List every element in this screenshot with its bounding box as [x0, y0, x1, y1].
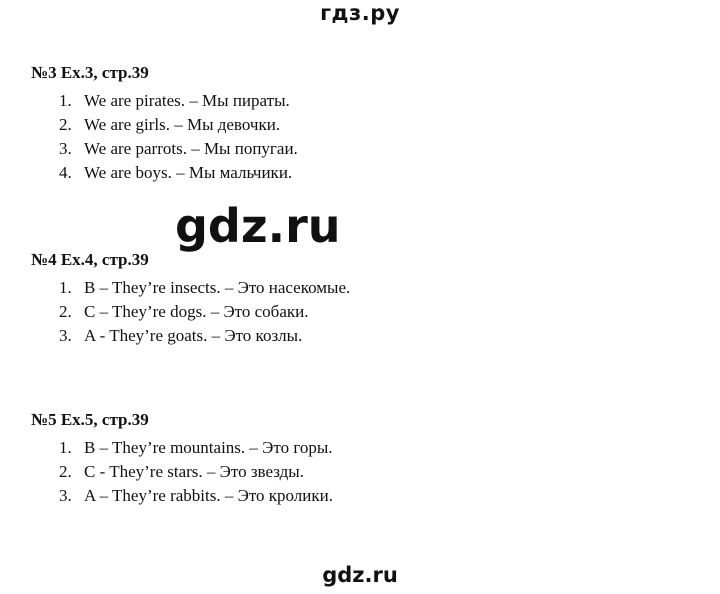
item-text: B – They’re mountains. – Это горы.: [84, 438, 333, 457]
exercise-section-3: [31, 63, 298, 185]
item-number: 4.: [59, 163, 72, 182]
item-text: A – They’re rabbits. – Это кролики.: [84, 486, 333, 505]
item-number: 3.: [59, 486, 72, 505]
list-item: [31, 113, 298, 137]
list-item: [31, 300, 350, 324]
item-text: A - They’re goats. – Это козлы.: [84, 326, 303, 345]
header-watermark: гдз.ру: [320, 1, 400, 25]
item-number: 2.: [59, 115, 72, 134]
item-number: 1.: [59, 438, 72, 457]
list-item: [31, 324, 350, 348]
section-title: №4 Ex.4, стр.39: [31, 250, 149, 269]
center-watermark: gdz.ru: [175, 199, 341, 253]
item-number: 2.: [59, 302, 72, 321]
item-text: C - They’re stars. – Это звезды.: [84, 462, 304, 481]
list-item: [31, 137, 298, 161]
list-item: [31, 276, 350, 300]
footer-watermark: gdz.ru: [322, 563, 398, 587]
item-number: 1.: [59, 91, 72, 110]
answer-list: [31, 436, 333, 508]
list-item: [31, 484, 333, 508]
item-text: B – They’re insects. – Это насекомые.: [84, 278, 351, 297]
item-number: 2.: [59, 462, 72, 481]
answer-list: [31, 89, 298, 185]
item-text: We are pirates. – Мы пираты.: [84, 91, 290, 110]
answer-list: [31, 276, 350, 348]
exercise-section-5: [31, 410, 333, 508]
section-title: №3 Ex.3, стр.39: [31, 63, 149, 82]
list-item: [31, 436, 333, 460]
list-item: [31, 89, 298, 113]
item-number: 3.: [59, 326, 72, 345]
item-text: We are boys. – Мы мальчики.: [84, 163, 293, 182]
item-text: C – They’re dogs. – Это собаки.: [84, 302, 309, 321]
item-number: 1.: [59, 278, 72, 297]
section-title: №5 Ex.5, стр.39: [31, 410, 149, 429]
list-item: [31, 460, 333, 484]
exercise-section-4: [31, 250, 350, 348]
item-text: We are parrots. – Мы попугаи.: [84, 139, 298, 158]
list-item: [31, 161, 298, 185]
item-text: We are girls. – Мы девочки.: [84, 115, 281, 134]
item-number: 3.: [59, 139, 72, 158]
